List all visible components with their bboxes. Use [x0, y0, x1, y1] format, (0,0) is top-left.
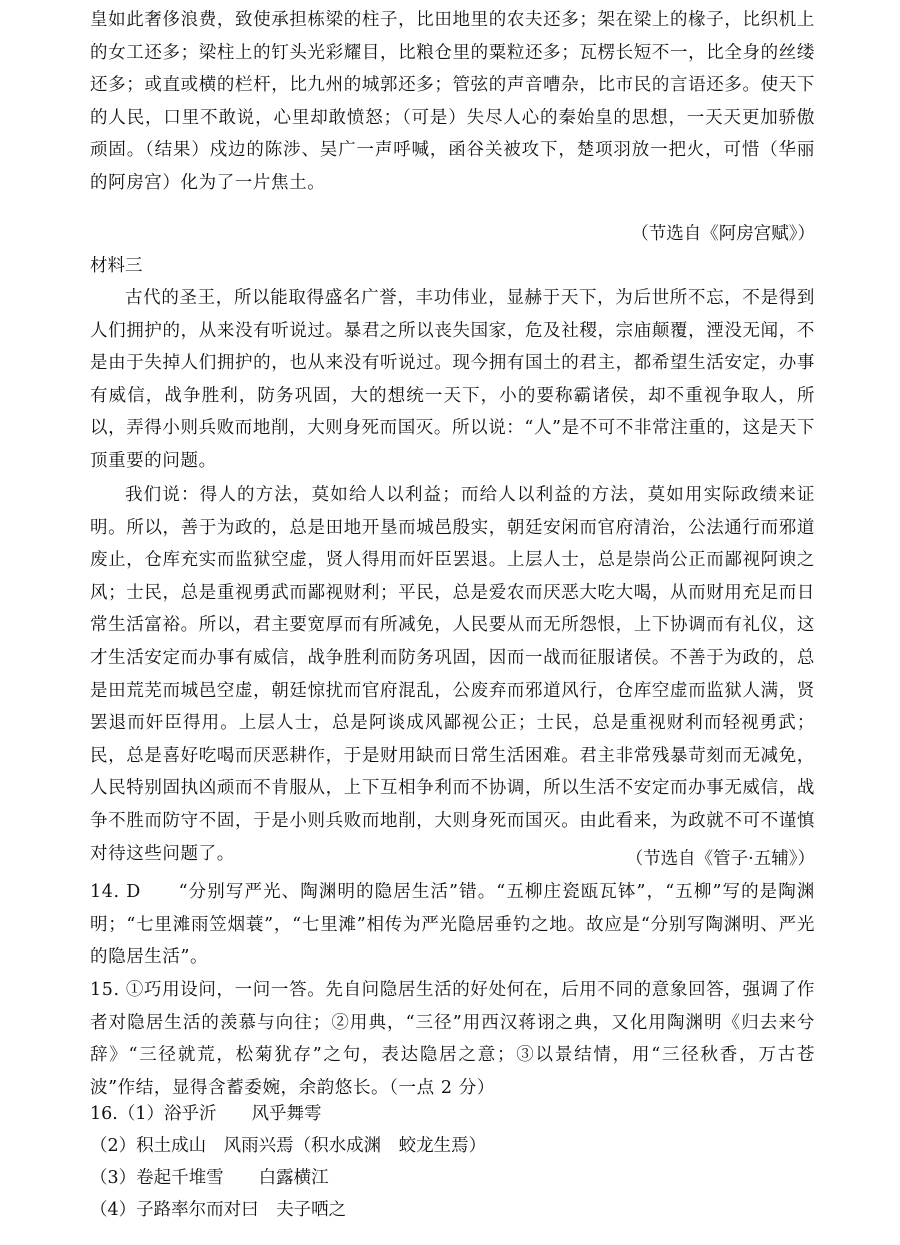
answer-15: 15. ①巧用设问，一问一答。先自问隐居生活的好处何在，后用不同的意象回答，强调了作者对隐居生活的羡慕与向往；②用典，“三径”用西汉蒋诩之典，又化用陶渊明《归去来兮辞》“三径就荒，松菊犹存”之句，表达隐居之意；③以景结情，用“三径秋香，万古苍波”作结，显得含蓄委婉，余韵悠长。（一点 2 分） — [90, 980, 815, 1098]
answer-14: 14. D “分别写严光、陶渊明的隐居生活”错。“五柳庄瓷瓯瓦钵”，“五柳”写的是陶渊明；“七里滩雨笠烟蓑”，“七里滩”相传为严光隐居垂钓之地。故应是“分别写陶渊明、严光的隐居生活”。 — [90, 882, 815, 968]
answer-16-line-3: （3）卷起千堆雪 白露横江 — [90, 1168, 329, 1188]
material3-label: 材料三 — [90, 256, 143, 276]
material3-paragraph-1: 古代的圣王，所以能取得盛名广誉，丰功伟业，显赫于天下，为后世所不忘，不是得到人们拥护的，从来没有听说过。暴君之所以丧失国家，危及社稷，宗庙颠覆，湮没无闻，不是由于失掉人们拥护的，也从来没有听说过。现今拥有国土的君主，都希望生活安定，办事有威信，战争胜利，防务巩固，大的想统一天下，小的要称霸诸侯，却不重视争取人，所以，弄得小则兵败而地削，大则身死而国灭。所以说：“人”是不可不非常注重的，这是天下顶重要的问题。 — [90, 288, 815, 471]
answer-16-line-4: （4）子路率尔而对曰 夫子哂之 — [90, 1200, 347, 1220]
material3-paragraph-2: 我们说：得人的方法，莫如给人以利益；而给人以利益的方法，莫如用实际政绩来证明。所以，善于为政的，总是田地开垦而城邑殷实，朝廷安闲而官府清治，公法通行而邪道废止，仓库充实而监狱空虚，贤人得用而奸臣罢退。上层人士，总是崇尚公正而鄙视阿谀之风；士民，总是重视勇武而鄙视财利；平民，总是爱农而厌恶大吃大喝，从而财用充足而日常生活富裕。所以，君主要宽厚而有所减免，人民要从而无所怨恨，上下协调而有礼仪，这才生活安定而办事有威信，战争胜利而防务巩固，因而一战而征服诸侯。不善于为政的，总是田荒芜而城邑空虚，朝廷惊扰而官府混乱，公废弃而邪道风行，仓库空虚而监狱人满，贤罢退而奸臣得用。上层人士，总是阿谈成风鄙视公正；士民，总是重视财利而轻视勇武；民，总是喜好吃喝而厌恶耕作，于是财用缺而日常生活困难。君主非常残暴苛刻而无减免，人民特别固执凶顽而不肯服从，上下互相争利而不协调，所以生活不安定而办事无威信，战争不胜而防守不固，于是小则兵败而地削，大则身死而国灭。由此看来，为政就不可不谨慎对待这些问题了。 — [90, 485, 815, 864]
material2-text: 皇如此奢侈浪费，致使承担栋梁的柱子，比田地里的农夫还多；架在梁上的椽子，比织机上的女工还多；梁柱上的钉头光彩耀目，比粮仓里的粟粒还多；瓦楞长短不一，比全身的丝缕还多；或直或横的栏杆，比九州的城郭还多；管弦的声音嘈杂，比市民的言语还多。使天下的人民，口里不敢说，心里却敢愤怒；（可是）失尽人心的秦始皇的思想，一天天更加骄傲顽固。（结果）戍边的陈涉、吴广一声呼喊，函谷关被攻下，楚项羽放一把火，可惜（华丽的阿房宫）化为了一片焦土。 — [90, 10, 815, 193]
answer-16-line-1: 16.（1）浴乎沂 风乎舞雩 — [90, 1104, 322, 1124]
answer-16-line-2: （2）积土成山 风雨兴焉（积水成渊 蛟龙生焉） — [90, 1136, 487, 1156]
material3-source: （节选自《管子·五辅》） — [625, 849, 815, 869]
material2-source: （节选自《阿房宫赋》） — [631, 224, 815, 244]
